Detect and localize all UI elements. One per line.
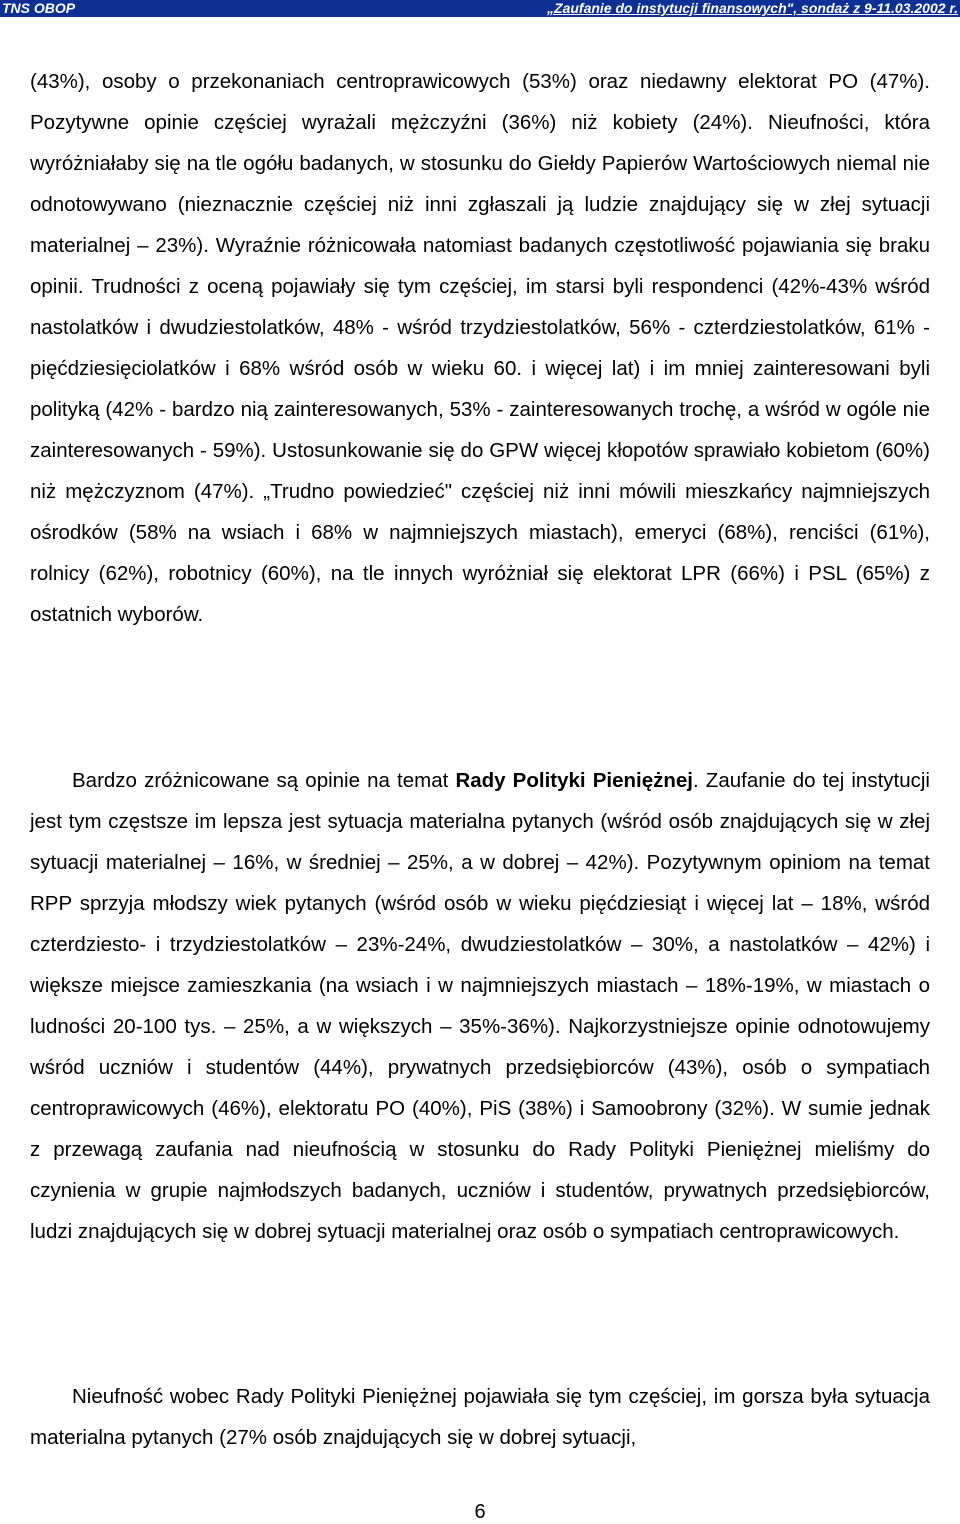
paragraph-gpw-opinions: (43%), osoby o przekonaniach centroprawicowych (53%) oraz niedawny elektorat PO (47%). Pozytywne opinie częściej wyrażali mężczyźni (36%) niż kobiety (24%). Nieufności, która wyróżniałaby się na tle ogółu badanych, w stosunku do Giełdy Papierów Wartościowych niemal nie odnotowywano (nieznacznie częściej niż inni zgłaszali ją ludzie znajdujący się w złej sytuacji materialnej – 23%). Wyraźnie różnicowała natomiast badanych częstotliwość pojawiania się braku opinii. Trudności z oceną pojawiały się tym częściej, im starsi byli respondenci (42%-43% wśród nastolatków i dwudziestolatków, 48% - wśród trzydziestolatków, 56% - czterdziestolatków, 61% - pięćdziesięciolatków i 68% wśród osób w wieku 60. i więcej lat) i im mniej zainteresowani byli polityką (42% - bardzo nią zainteresowanych, 53% - zainteresowanych trochę, a wśród w ogóle nie zainteresowanych - 59%). Ustosunkowanie się do GPW więcej kłopotów sprawiało kobietom (60%) niż mężczyznom (47%). „Trudno powiedzieć" częściej niż inni mówili mieszkańcy najmniejszych ośrodków (58% na wsiach i 68% w najmniejszych miastach), emeryci (68%), renciści (61%), rolnicy (62%), robotnicy (60%), na tle innych wyróżniał się elektorat LPR (66%) i PSL (65%) z ostatnich wyborów. — [30, 70, 930, 626]
paragraph-rpp-distrust: Nieufność wobec Rady Polityki Pieniężnej pojawiała się tym częściej, im gorsza była sytuacja materialna pytanych (27% osób znajdujących się w dobrej sytuacji, — [30, 1385, 930, 1449]
paragraph-rpp-opinions — [30, 760, 930, 1252]
paragraph-rpp-bold-term: Rady Polityki Pieniężnej — [455, 769, 693, 792]
paragraph-rpp-rest: . Zaufanie do tej instytucji jest tym częstsze im lepsza jest sytuacja materialna pytanych (wśród osób znajdujących się w złej sytuacji materialnej – 16%, w średniej – 25%, a w dobrej – 42%). Pozytywnym opiniom na temat RPP sprzyja młodszy wiek pytanych (wśród osób w wieku pięćdziesiąt i więcej lat – 18%, wśród czterdziesto- i trzydziestolatków – 23%-24%, dwudziestolatków – 30%, a nastolatków – 42%) i większe miejsce zamieszkania (na wsiach i w najmniejszych miastach – 18%-19%, w miastach o ludności 20-100 tys. – 25%, a w większych – 35%-36%). Najkorzystniejsze opinie odnotowujemy wśród uczniów i studentów (44%), prywatnych przedsiębiorców (43%), osób o sympatiach centroprawicowych (46%), elektoratu PO (40%), PiS (38%) i Samoobrony (32%). W sumie jednak z przewagą zaufania nad nieufnością w stosunku do Rady Polityki Pieniężnej mieliśmy do czynienia w grupie najmłodszych badanych, uczniów i studentów, prywatnych przedsiębiorców, ludzi znajdujących się w dobrej sytuacji materialnej oraz osób o sympatiach centroprawicowych. — [30, 769, 930, 1243]
paragraph-rpp-intro: Bardzo zróżnicowane są opinie na temat — [72, 769, 456, 792]
document-body-section-2 — [30, 760, 930, 1252]
page-number: 6 — [474, 1501, 486, 1523]
header-company: TNS OBOP — [2, 0, 76, 16]
page-header — [0, 0, 960, 17]
document-body-section-3 — [30, 1376, 930, 1458]
document-body-section-1 — [30, 61, 930, 635]
header-report-title: „Zaufanie do instytucji finansowych", sondaż z 9-11.03.2002 r. — [547, 0, 958, 16]
